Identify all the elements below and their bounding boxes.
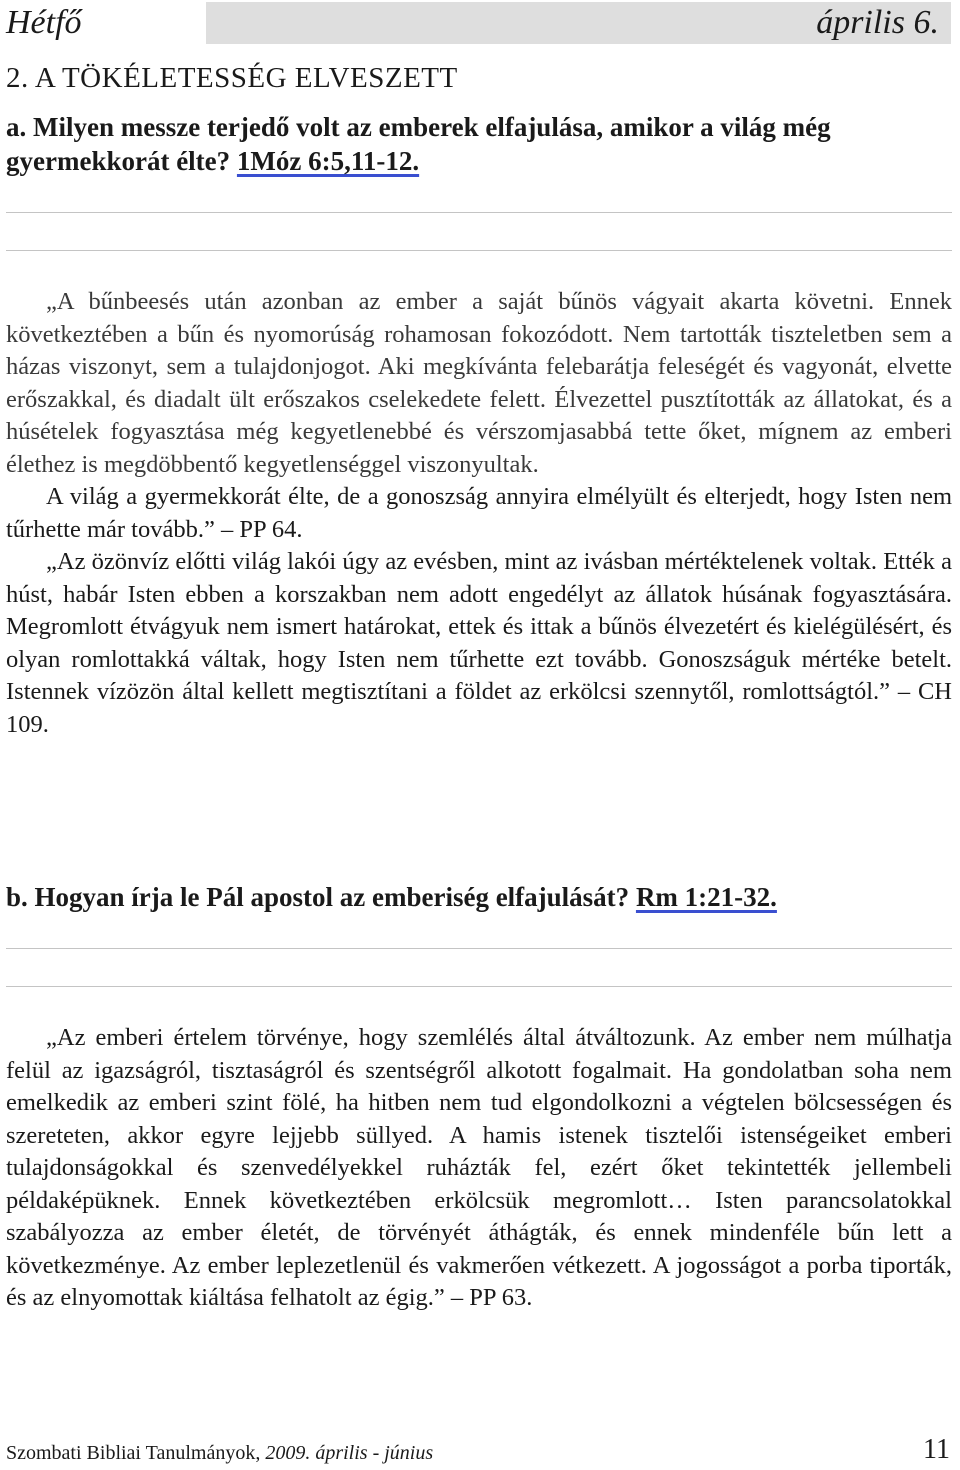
quote-b xyxy=(6,1022,952,1315)
header-bar xyxy=(206,2,951,44)
answer-line xyxy=(6,948,952,949)
quote-b-paragraph-1: „Az emberi értelem törvénye, hogy szemlélés által átváltozunk. Az ember nem múlhatja felül az igazságról, tisztaságról és szentségről alkotott fogalmait. Ha gondolatban soha nem emelkedik az emberi szint fölé, ha hitben nem tud elgondolkozni a végtelen bölcsességen és szereteten, akkor egyre lejjebb süllyed. A hamis istenek tisztelői istenségeiket emberi tulajdonságokkal és szenvedélyekkel ruházták fel, ezért őket tekintették jellembeli példaképüknek. Ennek következtében erkölcsük megromlott… Isten parancsolatokkal szabályozza az ember életét, de törvényét áthágták, és ennek mindenféle bűn lett a következménye. Az ember leplezetlenül és vakmerően vétkezett. A jogosságot a porba tiporták, és az elnyomottak kiáltása felhatolt az égig.” – PP 63. xyxy=(6,1024,952,1311)
quote-a-paragraph-1: „A bűnbeesés után azonban az ember a saját bűnös vágyait akarta követni. Ennek következtében a bűn és nyomorúság rohamosan fokozódott. Nem tartották tiszteletben sem a házas viszonyt, sem a tulajdonjogot. Aki megkívánta felebarátja feleségét és vagyonát, elvette erőszakkal, és diadalt ült erőszakos cselekedete felett. Élvezettel pusztították az állatokat, és a húsételek fogyasztása még kegyetlenebbé és vérszomjasabbá tette őket, mígnem az emberi élethez is megdöbbentő kegyetlenséggel viszonyultak. xyxy=(6,288,952,478)
footer-publication xyxy=(6,1440,433,1466)
page-number: 11 xyxy=(923,1434,950,1465)
header-date: április 6. xyxy=(816,4,939,41)
quote-a-paragraph-2: A világ a gyermekkorát élte, de a gonoszság annyira elmélyült és elterjedt, hogy Isten nem tűrhette már tovább.” – PP 64. xyxy=(6,483,952,543)
quote-a-paragraph-3: „Az özönvíz előtti világ lakói úgy az evésben, mint az ivásban mértéktelenek voltak. Ették a húst, habár Isten ebben a korszakban nem adott engedélyt az állatok húsának fogyasztására. Megromlott étvágyuk nem ismert határokat, ettek és ittak a bűnös élvezetért és kielégülésért, és olyan romlottakká váltak, hogy Isten nem tűrhette ezt tovább. Gonoszságuk mértéke betelt. Istennek vízözön által kellett megtisztítani a földet az erkölcsi szennytől, romlottságtól.” – CH 109. xyxy=(6,548,952,738)
question-a-reference[interactable]: 1Móz 6:5,11-12. xyxy=(236,146,420,176)
question-b-text: b. Hogyan írja le Pál apostol az emberiség elfajulását? xyxy=(6,882,636,912)
question-b xyxy=(6,880,952,914)
answer-line xyxy=(6,986,952,987)
footer-period: 2009. április - június xyxy=(265,1442,434,1464)
question-b-reference[interactable]: Rm 1:21-32. xyxy=(635,882,777,912)
answer-line xyxy=(6,212,952,213)
section-title: 2. A TÖKÉLETESSÉG ELVESZETT xyxy=(6,62,458,94)
answer-line xyxy=(6,250,952,251)
header-day: Hétfő xyxy=(6,4,82,41)
footer-publication-title: Szombati Bibliai Tanulmányok, xyxy=(6,1442,266,1464)
quote-a xyxy=(6,286,952,741)
question-a xyxy=(6,110,952,178)
question-a-text: a. Milyen messze terjedő volt az emberek elfajulása, amikor a világ még gyermekkorát élte? xyxy=(6,112,831,176)
